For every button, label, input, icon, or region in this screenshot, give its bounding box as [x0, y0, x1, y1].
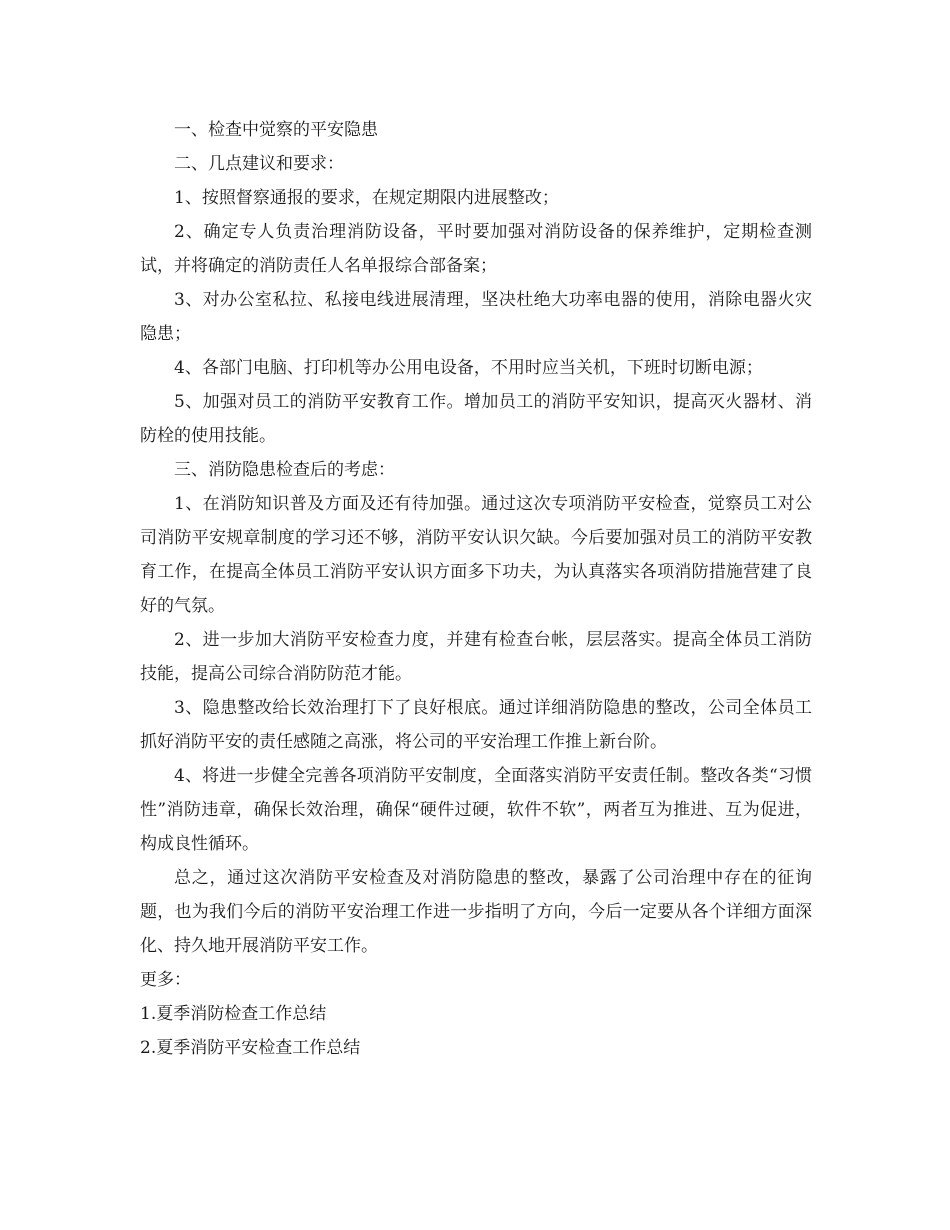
reflection-item: 1、在消防知识普及方面及还有待加强。通过这次专项消防平安检查，觉察员工对公司消防平安规章制度的学习还不够，消防平安认识欠缺。今后要加强对员工的消防平安教育工作，在提高全体员工消防平安认识方面多下功夫，为认真落实各项消防措施营建了良好的气氛。 [140, 494, 812, 616]
related-links-list [140, 997, 812, 1065]
more-label: 更多： [140, 970, 191, 990]
reflection-item: 4、将进一步健全完善各项消防平安制度，全面落实消防平安责任制。整改各类“习惯性”消防违章，确保长效治理，确保“硬件过硬，软件不软”，两者互为推进、互为促进，构成良性循环。 [140, 766, 812, 854]
suggestion-item: 1、按照督察通报的要求，在规定期限内进展整改； [174, 188, 559, 208]
suggestion-item: 5、加强对员工的消防平安教育工作。增加员工的消防平安知识，提高灭火器材、消防栓的使用技能。 [140, 392, 812, 446]
suggestion-item: 4、各部门电脑、打印机等办公用电设备，不用时应当关机，下班时切断电源； [174, 358, 763, 378]
section-heading-reflections: 三、消防隐患检查后的考虑： [174, 460, 395, 480]
reflection-item: 3、隐患整改给长效治理打下了良好根底。通过详细消防隐患的整改，公司全体员工抓好消防平安的责任感随之高涨，将公司的平安治理工作推上新台阶。 [140, 698, 812, 752]
section-heading-suggestions: 二、几点建议和要求： [174, 154, 344, 174]
suggestion-item: 2、确定专人负责治理消防设备，平时要加强对消防设备的保养维护，定期检查测试，并将确定的消防责任人名单报综合部备案； [140, 222, 812, 276]
related-link[interactable]: 2.夏季消防平安检查工作总结 [140, 1038, 361, 1058]
section-heading-hazards: 一、检查中觉察的平安隐患 [174, 120, 378, 140]
suggestion-item: 3、对办公室私拉、私接电线进展清理，坚决杜绝大功率电器的使用，消除电器火灾隐患； [140, 290, 812, 344]
related-link[interactable]: 1.夏季消防检查工作总结 [140, 1004, 327, 1024]
conclusion-paragraph: 总之，通过这次消防平安检查及对消防隐患的整改，暴露了公司治理中存在的征询题，也为我们今后的消防平安治理工作进一步指明了方向，今后一定要从各个详细方面深化、持久地开展消防平安工作。 [140, 868, 812, 956]
document-body [140, 113, 812, 1065]
reflection-item: 2、进一步加大消防平安检查力度，并建有检查台帐，层层落实。提高全体员工消防技能，提高公司综合消防防范才能。 [140, 630, 812, 684]
